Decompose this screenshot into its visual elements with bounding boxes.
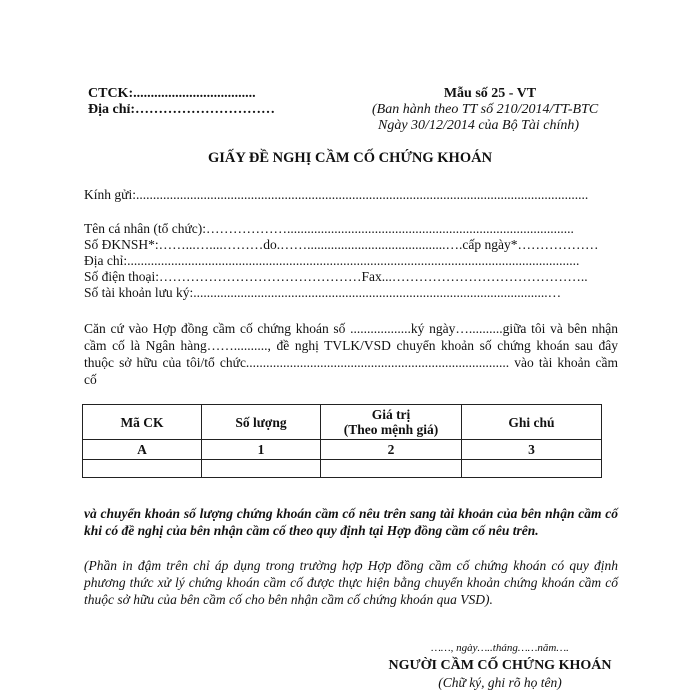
- table-cell: 3: [462, 440, 602, 460]
- transfer-paragraph: và chuyển khoản số lượng chứng khoán cầm cố nêu trên sang tài khoản của bên nhận cầm cố khi có đề nghị của bên nhận cầm cố theo quy định tại Hợp đồng cầm cố nêu trên.: [84, 506, 618, 538]
- issued-by: (Ban hành theo TT số 210/2014/TT-BTC: [372, 102, 599, 117]
- table-cell: [83, 460, 202, 478]
- tai-khoan-field: Số tài khoản lưu ký:.........................................................................................................…: [84, 285, 562, 300]
- address-field: Địa chỉ:…………………………: [88, 102, 276, 117]
- table-cell: 1: [202, 440, 321, 460]
- dien-thoai-field: Số điện thoại:………………………………………Fax...……………………………………..: [84, 269, 588, 284]
- col-ma-ck: Mã CK: [83, 405, 202, 440]
- table-cell: [202, 460, 321, 478]
- table-cell: [321, 460, 462, 478]
- table-header-row: [83, 405, 602, 440]
- securities-table: [82, 404, 602, 478]
- table-cell: A: [83, 440, 202, 460]
- table-cell: 2: [321, 440, 462, 460]
- dia-chi-field: Địa chỉ:......................................................................................................................................: [84, 253, 580, 268]
- ten-field: Tên cá nhân (tổ chức):……………….....................................................................................: [84, 221, 574, 236]
- table-row: [83, 460, 602, 478]
- signature-note: (Chữ ký, ghi rõ họ tên): [438, 675, 562, 690]
- date-line: ……, ngày…..tháng……năm….: [431, 642, 569, 654]
- dknsh-field: Số ĐKNSH*:……...…....………do.…….........................................….cấp ngày*………………: [84, 237, 599, 252]
- col-ghi-chu: Ghi chú: [462, 405, 602, 440]
- col-gia-tri: Giá trị (Theo mệnh giá): [321, 405, 462, 440]
- issued-date: Ngày 30/12/2014 của Bộ Tài chính): [378, 118, 580, 133]
- col-so-luong: Số lượng: [202, 405, 321, 440]
- table-row: [83, 440, 602, 460]
- signer-role: NGƯỜI CẦM CỐ CHỨNG KHOÁN: [388, 658, 612, 673]
- note-paragraph: (Phần in đậm trên chỉ áp dụng trong trường hợp Hợp đồng cầm cố chứng khoán có quy định phương thức xử lý chứng khoán cầm cố được thực hiện bằng chuyển khoản chứng khoán cầm cố thuộc sở hữu của bên cầm cố cho bên nhận cầm cố chứng khoán qua VSD).: [84, 558, 618, 607]
- ctck-field: CTCK:...................................: [88, 86, 256, 101]
- document-title: GIẤY ĐỀ NGHỊ CẦM CỐ CHỨNG KHOÁN: [207, 150, 493, 166]
- form-number: Mẫu số 25 - VT: [443, 86, 537, 101]
- table-cell: [462, 460, 602, 478]
- request-paragraph: Căn cứ vào Hợp đồng cầm cố chứng khoán số ..................ký ngày…..........giữa tôi và bên nhận cầm cố là Ngân hàng…….........., đề nghị TVLK/VSD chuyển khoản số chứng khoán sau đây thuộc sở hữu của tôi/tổ chức.............................................................................. vào tài khoản cầm cố: [84, 321, 618, 387]
- kinh-gui-field: Kính gửi:......................................................................................................................................: [84, 187, 589, 202]
